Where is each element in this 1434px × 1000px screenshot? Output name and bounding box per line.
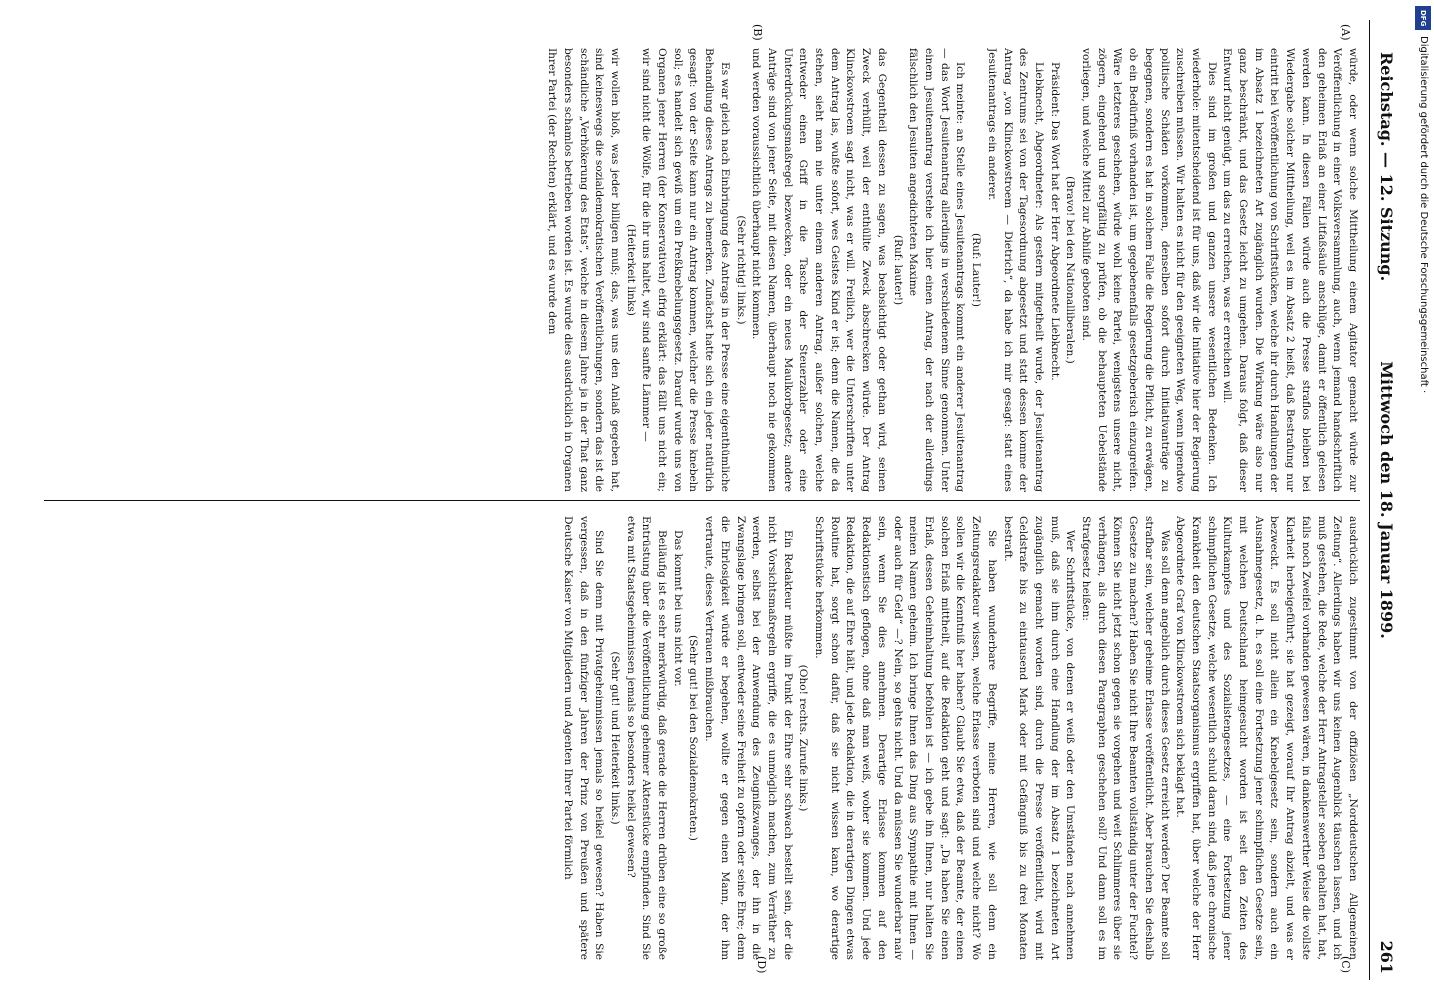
page-number: 261 [1377, 940, 1396, 974]
interjection: (Sehr richtig! links.) [734, 215, 747, 325]
page-header [1369, 20, 1404, 980]
header-date: Mittwoch den 18. Januar 1899. [1377, 361, 1396, 639]
digitization-sidebar [1412, 0, 1434, 1000]
paragraph: Ich meinte: an Stelle eines Jesuitenantrags kommt ein anderer Jesuitenantrag — das Wort Jesuitenantrag allerdings in verschiedenem Sinne genommen. Unter einem Jesuitenantrag verstehe ich hier einen Antrag, der nach der allerdings fälschlich den Jesuiten angedichteten Maxime [907, 48, 967, 492]
paragraph: Liebknecht, Abgeordneter: Als gestern mitgetheilt wurde, der Jesuitenantrag des Zentrums sei von der Tagesordnung abgesetzt und statt dessen komme der Antrag „von Klinckowstroem — Dietrich“, da habe ich mir gesagt: statt eines Jesuitenantrags ein anderer. [985, 48, 1045, 492]
column-divider [44, 500, 1360, 501]
interjection: (Ruf: Lauter!) [970, 233, 983, 307]
interjection: (Bravo! bei den Nationalliberalen.) [1064, 176, 1077, 364]
paragraph: Sind Sie denn mit Privatgeheimnissen jemals so heikel gewesen? Haben Sie vergessen, daß in den fünfziger Jahren der Prinz von Preußen und spätere Deutsche Kaiser von Mitgliedern und Agenten Ihrer Partei förmlich [561, 516, 606, 960]
margin-marker-d: (D) [755, 956, 768, 974]
margin-marker-b: (B) [751, 24, 764, 41]
speaker-line: Präsident: Das Wort hat der Herr Abgeordnete Liebknecht. [1048, 62, 1061, 381]
paragraph: das Gegentheil dessen zu sagen, was beabsichtigt oder gethan wird, seinen Zweck verhüllt, weil der enthüllte Zweck abschrecken würde. Der Antrag Klinckowstroem sagt nicht, was er will. Freilich, wer die Unterschriften unter dem Antrag las, wußte sofort, wes Geistes Kind er ist; denn die Namen, die da stehen, sieht man nie unter einem anderen Antrag, außer solchen, welche entweder einen Griff in die Tasche der Steuerzahler oder eine Unterdrückungsmaßregel bezwecken, oder ein neues Maulkorbgesetz; andere Anträge sind von jener Seite, mit diesen Namen, überhaupt noch nie gekommen und werden voraussichtlich überhaupt nicht kommen. [750, 48, 888, 492]
text-column-right [44, 516, 1360, 960]
paragraph: Was soll denn angeblich durch dieses Gesetz erreicht werden? Der Beamte soll strafbar sein, welcher geheime Erlasse veröffentlicht. Aber brauchen Sie deshalb Gesetze zu machen? Haben Sie nicht Ihre Beamten vollständig unter der Fuchtel? Können Sie nicht jetzt schon gegen sie vorgehen und weit Schlimmeres über sie verhängen, als durch diesen Paragraphen geschehen soll? Und dann soll es im Strafgesetz heißen: [1080, 516, 1171, 960]
interjection: (Ruf: lauter!) [891, 234, 904, 306]
interjection: (Heiterkeit links) [624, 224, 637, 316]
margin-marker-a: (A) [1339, 24, 1352, 41]
dfg-logo: DFG [1415, 6, 1431, 30]
paragraph: Das kommt bei uns nicht vor. [671, 530, 684, 687]
paragraph: wir wollen bloß, was jeder billigen muß; das, was uns den Anlaß gegeben hat, sind keineswegs die sozialdemokratischen Veröffentlichungen, sondern das ist die schändliche „Verhökerung des Etats“, welche in diesem Jahre ja in der That ganz besonders schamlos betrieben worden ist. Es wurde dies ausdrücklich in Organen Ihrer Partei (der Rechten) erklärt, und es wurde dem [546, 48, 621, 492]
text-column-left [44, 48, 1360, 492]
funding-credit: Digitalisierung gefördert durch die Deutsche Forschungsgemeinschaft · [1418, 36, 1429, 394]
interjection: (Oho! rechts. Zurufe links.) [797, 664, 810, 812]
paragraph: Es war gleich nach Einbringung des Antrags in der Presse eine eigenthümliche Behandlung dieses Antrags zu bemerken. Zunächst hatte sich ein jeder natürlich gesagt: von der Seite kann nur ein Antrag kommen, welcher die Presse knebeln soll; es handelt sich gewiß um ein Preßknebelungsgesetz. Darauf wurde uns von Organen jener Herren (der Konservativen) eifrig erklärt: das fällt uns nicht ein; wir sind nicht die Wölfe, für die ihr uns haltet, wir sind sanfte Lämmer — [640, 48, 731, 492]
header-left: Reichstag. — 12. Sitzung. [1377, 52, 1396, 282]
paragraph: Ein Redakteur müßte im Punkt der Ehre sehr schwach bestellt sein, der die nicht Vorsichtsmaßregeln ergriffe, die es unmöglich machen, zum Verräther zu werden, selbst bei der Anwendung des Zeugnißzwanges, der ihn in die Zwangslage bringen soll, entweder seine Freiheit zu opfern oder seine Ehre; denn die Ehrlosigkeit würde er begehen, wollte er gegen einen Mann, der ihm vertraute, dieses Vertrauen mißbrauchen. [703, 516, 794, 960]
quoted-law-text: Wer Schriftstücke, von denen er weiß oder den Umständen nach annehmen muß, daß sie ihm durch eine Handlung der im Absatz 1 bezeichneten Art zugänglich gemacht worden sind, durch die Presse veröffentlicht, wird mit Geldstrafe bis zu eintausend Mark oder mit Gefängniß bis zu drei Monaten bestraft. [1001, 516, 1077, 960]
margin-marker-c: (C) [1339, 956, 1352, 973]
paragraph: Sie haben wunderbare Begriffe, meine Herren, wie soll denn ein Zeitungsredakteur wissen, welche Erlasse verboten sind und welche nicht? Wo sollen wir die Kenntniß her haben? Glaubt Sie etwa, daß der Beamte, der einen solchen Erlaß mittheilt, auf die Redaktion geht und sagt: „Da haben Sie einen Erlaß, dessen Geheimhaltung befohlen ist — ich gebe ihn Ihnen, nur halten Sie meinen Namen geheim. Ich bringe Ihnen das Ding aus Sympathie mit Ihnen — oder auch für Geld“ —? Nein, so gehts nicht. Und da müssen Sie wunderbar naiv sein, wenn Sie dies annehmen. Derartige Erlasse kommen auf den Redaktionstisch geflogen, ohne daß man weiß, woher sie kommen. Und jede Redaktion, die auf Ehre hält, und jede Redaktion, die in derartigen Dingen etwas Routine hat, sorgt schon dafür, daß sie nicht wissen kann, wo derartige Schriftstücke herkommen. [813, 516, 998, 960]
interjection: (Sehr gut! bei den Sozialdemokraten.) [687, 635, 700, 841]
paragraph: Dies sind im großen und ganzen unsere wesentlichen Bedenken. Ich wiederhole: mitentscheidend ist für uns, daß wir die Initiative hier der Regierung zuschreiben müssen. Wir halten es nicht für den geeigneten Weg, wenn irgendwo politische Schäden vorkommen, denselben sofort durch Initiativanträge zu begegnen, sondern es hat in solchem Falle die Regierung die Pflicht, zu erwägen, ob ein Bedürfniß vorhanden ist, um gegebenenfalls gesetzgeberisch einzugreifen. Wäre letzteres geschehen, würde wohl keine Partei, wenigstens unsere nicht, zögern, eingehend und sorgfältig zu prüfen, ob die behaupteten Uebelstände vorliegen, und welche Mittel zur Abhilfe geboten sind. [1080, 48, 1218, 492]
paragraph: ausdrücklich zugestimmt von der offiziösen „Norddeutschen Allgemeinen Zeitung“. Allerdings haben wir uns keinen Augenblick täuschen lassen, und ich muß gestehen, die Rede, welche der Herr Antragsteller soeben gehalten hat, hat, falls noch Zweifel vorhanden gewesen wären, in dankenswerther Weise die vollste Klarheit herbeigeführt; sie hat gezeigt, worauf Ihr Antrag abzielt, und was er bezweckt. Es soll nicht allein ein Knebelgesetz sein, sondern auch ein Ausnahmegesetz, d. h. es soll eine Fortsetzung jener schimpflichen Gesetze sein, mit welchen Deutschland heimgesucht worden ist seit den Zeiten des Kulturkampfes und des Sozialistengesetzes, — eine Fortsetzung jener schimpflichen Gesetze, welche wesentlich schuld daran sind, daß jene chronische Krankheit den deutschen Staatsorganismus ergriffen hat, über welche der Herr Abgeordnete Graf von Klinckowstroem sich beklagt hat. [1174, 516, 1359, 960]
paragraph: Beiläufig ist es sehr merkwürdig, daß gerade die Herren drüben eine so große Entrüstung über die Veröffentlichung geheimer Aktenstücke empfinden. Sind Sie etwa mit Staatsgeheimnissen jemals so besonders heikel gewesen? [624, 516, 669, 960]
paragraph: würde, oder wenn solche Mittheilung einem Agitator gemacht würde zur Veröffentlichung in einer Volksversammlung, auch, wenn jemand handschriftlich den geheimen Erlaß an einer Litfaßsäule anschlüge, damit er öffentlich gelesen werden kann. In diesen Fällen würde auch die Presse straflos bleiben bei Wiedergabe solcher Mittheilung, weil es im Absatz 2 heißt, daß Bestrafung nur eintritt bei Veröffentlichung von Schriftstücken, welche ihr durch Handlungen der im Absatz 1 bezeichneten Art zugänglich wurden. Die Wirkung wäre also nur ganz beschränkt, und das Gesetz leicht zu umgehen. Daraus folgt, daß dieser Entwurf nicht genügt, um das zu erreichen, was er erreichen will. [1221, 48, 1359, 492]
interjection: (Sehr gut! und Heiterkeit links.) [608, 651, 621, 825]
rotated-page-content [34, 20, 1404, 980]
